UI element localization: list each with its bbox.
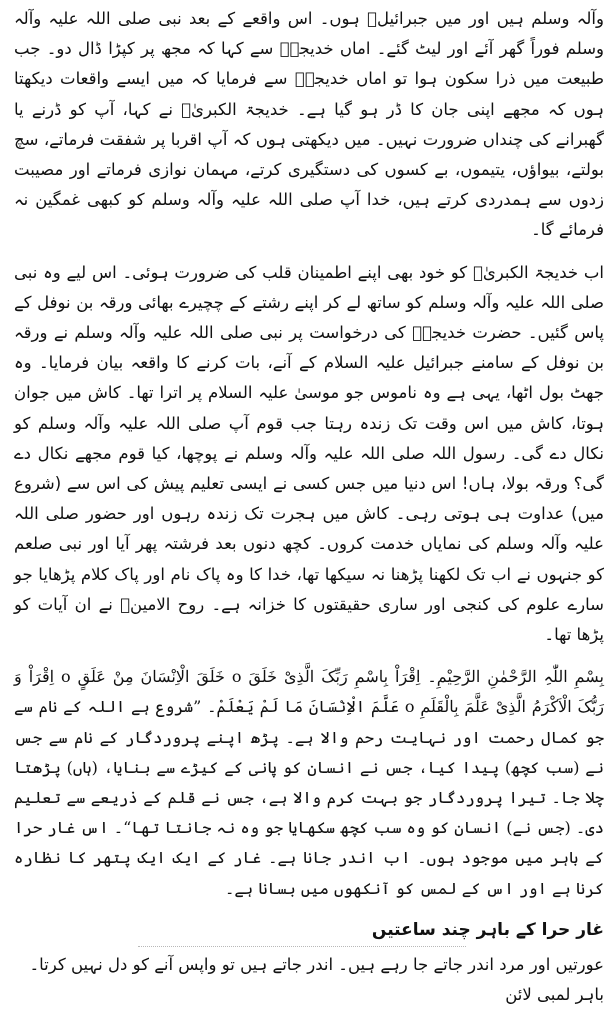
page-divider xyxy=(138,946,466,947)
section-heading: غار حرا کے باہر چند ساعتیں xyxy=(371,919,604,940)
paragraph-surah-alaq: بِسْمِ اللّٰہِ الرَّحْمٰنِ الرَّحِیْمِ۔ اِقْرَاْ بِاسْمِ رَبِّکَ الَّذِیْ خَلَقَ o خَلَقَ الْاِنْسَانَ مِنْ عَلَقٍ o اِقْرَاْ وَ رَبُّکَ الْاَکْرَمُ الَّذِیْ عَلَّمَ بِالْقَلَمِ o عَلَّمَ الْاِنْسَانَ مَا لَمْ یَعْلَمْ۔ ”شروع ہے اللہ کے نام سے جو کمال رحمت اور نہایت رحم والا ہے۔ پڑھ اپنے پروردگار کے نام سے جس نے (سب کچھ) پیدا کیا، جس نے انسان کو پانی کے کیڑے سے بنایا، (ہاں) پڑھتا چلا جا۔ تیرا پروردگار جو بہت کرم والا ہے، جس نے قلم کے ذریعے سے تعلیم دی۔ (جس نے) انسان کو وہ سب کچھ سکھایا جو وہ نہ جانتا تھا“۔ اس غار حرا کے باہر میں موجود ہوں۔ اب اندر جانا ہے۔ غار کے ایک ایک پتھر کا نظارہ کرنا ہے اور اس کے لمس کو آنکھوں میں بسانا ہے۔ xyxy=(14,667,605,898)
paragraph-waraqa-bin-nawfal: اب خدیجۃ الکبریٰؓ کو خود بھی اپنے اطمینان قلب کی ضرورت ہوئی۔ اس لیے وہ نبی صلی اللہ علیہ وآلہ وسلم کو ساتھ لے کر اپنے رشتے کے چچیرے بھائی ورقہ بن نوفل کے پاس گئیں۔ حضرت خدیجہؓ کی درخواست پر نبی صلی اللہ علیہ وآلہ وسلم نے ورقہ بن نوفل کے سامنے جبرائیل علیہ السلام کے آنے، بات کرنے کا واقعہ بیان فرمایا۔ وہ جھٹ بول اٹھا، یہی ہے وہ ناموس جو موسیٰ علیہ السلام پر اترا تھا۔ کاش میں جوان ہوتا، کاش میں اس وقت تک زندہ رہتا جب قوم آپ صلی اللہ علیہ وآلہ وسلم کو نکال دے گی۔ رسول اللہ صلی اللہ علیہ وآلہ وسلم نے پوچھا، کیا قوم مجھے نکال دے گی؟ ورقہ بولا، ہاں! اس دنیا میں جس کسی نے ایسی تعلیم پیش کی اس سے (شروع میں) عداوت ہی ہوتی رہی۔ کاش میں ہجرت تک زندہ رہوں اور حضور صلی اللہ علیہ وآلہ وسلم کی نمایاں خدمت کروں۔ کچھ دنوں بعد فرشتہ پھر آیا اور نبی صلعم کو جنہوں نے اب تک لکھنا پڑھنا نہ سیکھا تھا، خدا کا وہ پاک نام اور پاک کلام پڑھایا جو سارے علوم کی کنجی اور ساری حقیقتوں کا خزانہ ہے۔ روح الامینؑ نے ان آیات کو پڑھا تھا۔ xyxy=(14,262,604,645)
paragraph-trailing: عورتیں اور مرد اندر جاتے جا رہے ہیں۔ اندر جاتے ہیں تو واپس آنے کو دل نہیں کرتا۔ باہر لمبی لائن xyxy=(29,954,604,1004)
document-page xyxy=(14,4,604,1010)
paragraph-khadija-comfort: وآلہ وسلم ہیں اور میں جبرائیلؑ ہوں۔ اس واقعے کے بعد نبی صلی اللہ علیہ وآلہ وسلم فوراً گھر آئے اور لیٹ گئے۔ اماں خدیجہؓ سے کہا کہ مجھ پر کپڑا ڈال دو۔ جب طبیعت میں ذرا سکون ہوا تو اماں خدیجہؓ سے فرمایا کہ میں ایسے واقعات دیکھتا ہوں کہ مجھے اپنی جان کا ڈر ہو گیا ہے۔ خدیجۃ الکبریٰؓ نے کہا، آپ کو ڈرنے یا گھبرانے کی چنداں ضرورت نہیں۔ میں دیکھتی ہوں کہ آپ اقربا پر شفقت فرماتے، سچ بولتے، بیواؤں، یتیموں، بے کسوں کی دستگیری کرتے، مہمان نوازی فرماتے اور مصیبت زدوں سے ہمدردی کرتے ہیں، خدا آپ صلی اللہ علیہ وآلہ وسلم کو کبھی غمگین نہ فرمائے گا۔ xyxy=(14,9,604,240)
